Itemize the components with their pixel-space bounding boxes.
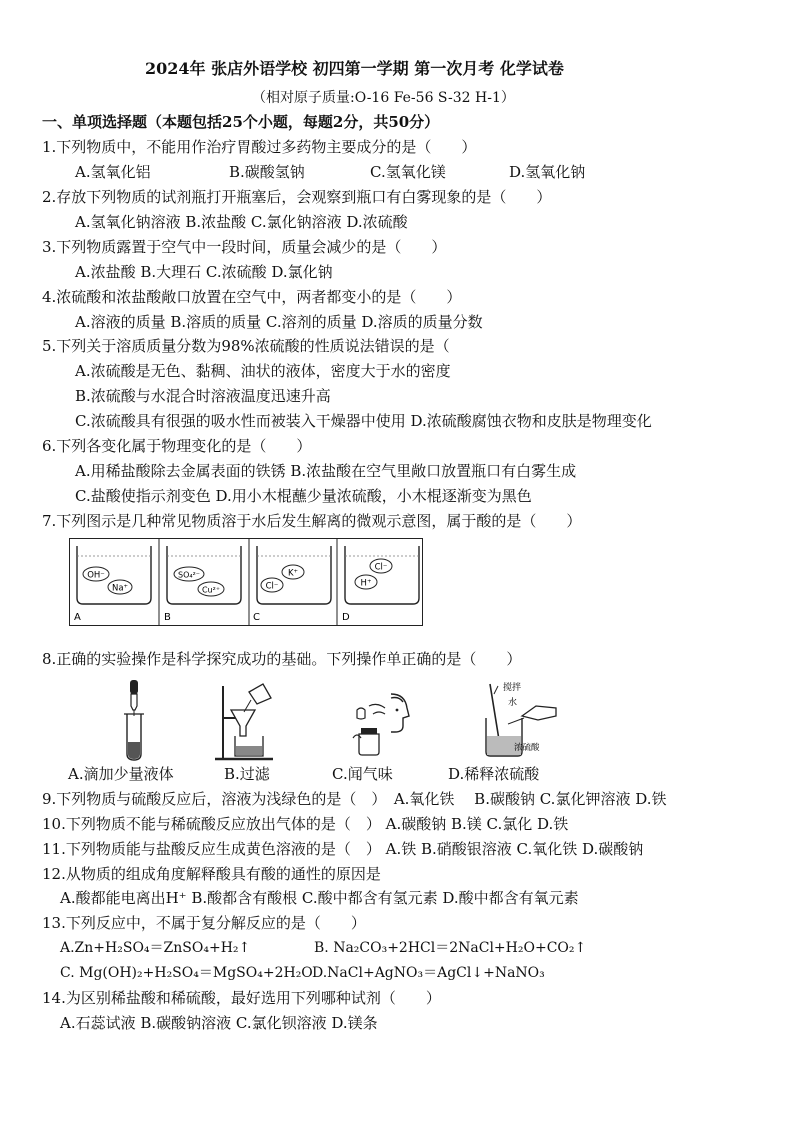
q4-stem: 4.浓硫酸和浓盐酸敞口放置在空气中，两者都变小的是（ ） bbox=[42, 288, 462, 306]
ion-label: K⁺ bbox=[287, 568, 299, 579]
q2-stem: 2.存放下列物质的试剂瓶打开瓶塞后，会观察到瓶口有白雾现象的是（ ） bbox=[42, 188, 552, 206]
atomic-mass-note: （相对原子质量:O-16 Fe-56 S-32 H-1） bbox=[252, 90, 515, 106]
q5-option-a: A.浓硫酸是无色、黏稠、油状的液体，密度大于水的密度 bbox=[75, 362, 451, 380]
q10-line: 10.下列物质不能与稀硫酸反应放出气体的是（ ） A.碳酸钠 B.镁 C.氯化 D.铁 bbox=[42, 815, 569, 833]
q13-option-d: D.NaCl+AgNO₃＝AgCl↓+NaNO₃ bbox=[312, 965, 545, 981]
ion-dissociation-figure bbox=[69, 538, 424, 626]
q5-stem: 5.下列关于溶质质量分数为98%浓硫酸的性质说法错误的是（ bbox=[42, 337, 450, 355]
q8-option-d: D.稀释浓硫酸 bbox=[448, 765, 540, 783]
q14-stem: 14.为区别稀盐酸和稀硫酸，最好选用下列哪种试剂（ ） bbox=[42, 989, 441, 1007]
q7-stem: 7.下列图示是几种常见物质溶于水后发生解离的微观示意图，属于酸的是（ ） bbox=[42, 512, 582, 530]
panel-label: C bbox=[253, 612, 260, 623]
q8-stem: 8.正确的实验操作是科学探究成功的基础。下列操作单正确的是（ ） bbox=[42, 650, 522, 668]
ion-label: OH⁻ bbox=[87, 570, 105, 581]
q1-option-d: D.氢氧化钠 bbox=[509, 163, 586, 181]
ion-label: SO₄²⁻ bbox=[177, 570, 201, 580]
stir-label: 搅拌 bbox=[503, 683, 522, 693]
smell-gas-figure bbox=[351, 688, 415, 756]
water-label: 水 bbox=[508, 698, 518, 708]
ion-label: H⁺ bbox=[360, 578, 372, 589]
q8-option-c: C.闻气味 bbox=[332, 765, 393, 783]
panel-label: B bbox=[164, 612, 171, 623]
ion-label: Cl⁻ bbox=[265, 581, 279, 592]
beaker-d bbox=[345, 546, 419, 604]
dropper-figure bbox=[112, 676, 156, 762]
q14-options: A.石蕊试液 B.碳酸钠溶液 C.氯化钡溶液 D.镁条 bbox=[60, 1014, 378, 1032]
q8-option-a: A.滴加少量液体 bbox=[68, 765, 174, 783]
q13-option-b: B. Na₂CO₃+2HCl＝2NaCl+H₂O+CO₂↑ bbox=[314, 940, 587, 956]
q1-stem: 1.下列物质中，不能用作治疗胃酸过多药物主要成分的是（ ） bbox=[42, 138, 477, 156]
q13-option-c: C. Mg(OH)₂+H₂SO₄＝MgSO₄+2H₂O bbox=[60, 965, 313, 981]
ion-label: Cu²⁺ bbox=[201, 585, 221, 595]
q9-line: 9.下列物质与硫酸反应后，溶液为浅绿色的是（ ） A.氧化铁 B.碳酸钠 C.氯化钾溶液 D.铁 bbox=[42, 790, 667, 808]
exam-title: 2024年 张店外语学校 初四第一学期 第一次月考 化学试卷 bbox=[145, 59, 564, 78]
panel-label: A bbox=[74, 612, 81, 623]
q6-options-cd: C.盐酸使指示剂变色 D.用小木棍蘸少量浓硫酸，小木棍逐渐变为黑色 bbox=[75, 487, 532, 505]
q13-option-a: A.Zn+H₂SO₄＝ZnSO₄+H₂↑ bbox=[60, 940, 251, 956]
panel-label: D bbox=[342, 612, 350, 623]
q11-line: 11.下列物质能与盐酸反应生成黄色溶液的是（ ） A.铁 B.硝酸银溶液 C.氧化铁 D.碳酸钠 bbox=[42, 840, 644, 858]
q3-stem: 3.下列物质露置于空气中一段时间，质量会减少的是（ ） bbox=[42, 238, 447, 256]
dilution-figure bbox=[478, 680, 560, 764]
q5-option-b: B.浓硫酸与水混合时溶液温度迅速升高 bbox=[75, 387, 331, 405]
q1-option-a: A.氢氧化铝 bbox=[75, 163, 151, 181]
q6-stem: 6.下列各变化属于物理变化的是（ ） bbox=[42, 437, 312, 455]
q13-stem: 13.下列反应中，不属于复分解反应的是（ ） bbox=[42, 914, 366, 932]
filtration-figure bbox=[211, 680, 277, 762]
q6-options-ab: A.用稀盐酸除去金属表面的铁锈 B.浓盐酸在空气里敞口放置瓶口有白雾生成 bbox=[75, 462, 577, 480]
acid-label: 浓硫酸 bbox=[514, 743, 540, 753]
q2-options: A.氢氧化钠溶液 B.浓盐酸 C.氯化钠溶液 D.浓硫酸 bbox=[75, 213, 408, 231]
q4-options: A.溶液的质量 B.溶质的质量 C.溶剂的质量 D.溶质的质量分数 bbox=[75, 313, 483, 331]
q5-options-cd: C.浓硫酸具有很强的吸水性而被装入干燥器中使用 D.浓硫酸腐蚀衣物和皮肤是物理变化 bbox=[75, 412, 652, 430]
ion-label: Na⁺ bbox=[111, 583, 129, 594]
ion-label: Cl⁻ bbox=[374, 562, 388, 573]
q8-option-b: B.过滤 bbox=[224, 765, 270, 783]
q1-option-b: B.碳酸氢钠 bbox=[229, 163, 305, 181]
q12-options: A.酸都能电离出H⁺ B.酸都含有酸根 C.酸中都含有氢元素 D.酸中都含有氧元素 bbox=[60, 889, 579, 907]
section-heading: 一、单项选择题（本题包括25个小题，每题2分，共50分） bbox=[42, 113, 440, 131]
q3-options: A.浓盐酸 B.大理石 C.浓硫酸 D.氯化钠 bbox=[75, 263, 333, 281]
q12-stem: 12.从物质的组成角度解释酸具有酸的通性的原因是 bbox=[42, 865, 381, 883]
q1-option-c: C.氢氧化镁 bbox=[370, 163, 446, 181]
